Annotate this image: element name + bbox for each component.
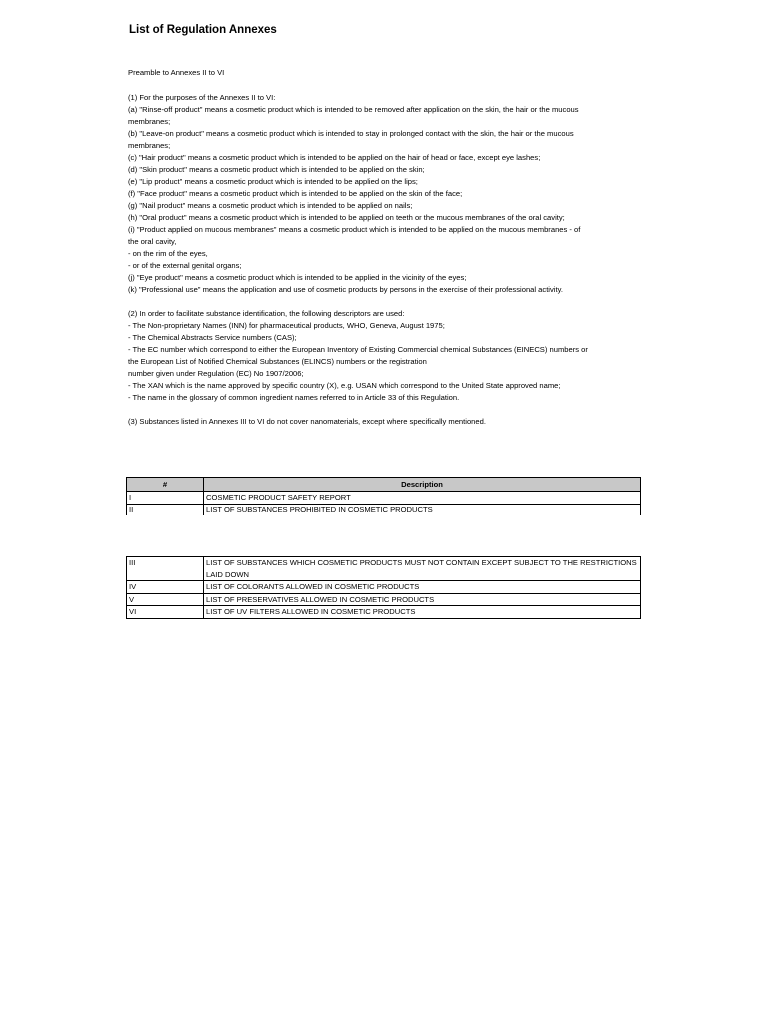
annex-number-cell: VI xyxy=(127,606,204,619)
text-line: (3) Substances listed in Annexes III to VI do not cover nanomaterials, except where specifically mentioned. xyxy=(128,417,486,426)
annex-number-cell: V xyxy=(127,593,204,606)
text-line: - The EC number which correspond to either the European Inventory of Existing Commercial chemical Substances (EINECS) numbers or xyxy=(128,345,588,354)
annex-description-cell: LIST OF SUBSTANCES PROHIBITED IN COSMETIC PRODUCTS xyxy=(204,504,641,515)
preamble-body xyxy=(128,92,638,428)
table-row xyxy=(127,581,641,594)
annex-number-cell: III xyxy=(127,557,204,581)
text-line: (k) "Professional use" means the application and use of cosmetic products by persons in the exercise of their professional activity. xyxy=(128,285,563,294)
page-title: List of Regulation Annexes xyxy=(129,24,277,36)
text-line: - The Chemical Abstracts Service numbers (CAS); xyxy=(128,333,297,342)
text-line: - or of the external genital organs; xyxy=(128,261,242,270)
table-row xyxy=(127,557,641,581)
column-header-number: # xyxy=(127,478,204,492)
text-line: (g) "Nail product" means a cosmetic product which is intended to be applied on nails; xyxy=(128,201,413,210)
text-line: (c) "Hair product" means a cosmetic product which is intended to be applied on the hair of head or face, except eye lashes; xyxy=(128,153,541,162)
text-line: (2) In order to facilitate substance identification, the following descriptors are used: xyxy=(128,309,405,318)
text-line: membranes; xyxy=(128,117,171,126)
table-header-row xyxy=(127,478,641,492)
annex-description-cell: LIST OF UV FILTERS ALLOWED IN COSMETIC PRODUCTS xyxy=(204,606,641,619)
annex-table-part-1 xyxy=(126,477,641,515)
table-row xyxy=(127,606,641,619)
text-line: (1) For the purposes of the Annexes II to VI: xyxy=(128,93,276,102)
text-line: the oral cavity, xyxy=(128,237,177,246)
annex-description-cell: LIST OF COLORANTS ALLOWED IN COSMETIC PRODUCTS xyxy=(204,581,641,594)
annex-number-cell: II xyxy=(127,504,204,515)
annex-table-part-2 xyxy=(126,556,641,619)
paragraph-gap xyxy=(128,404,638,416)
text-line: the European List of Notified Chemical Substances (ELINCS) numbers or the registration xyxy=(128,357,427,366)
table-row xyxy=(127,593,641,606)
text-line: (i) "Product applied on mucous membranes" means a cosmetic product which is intended to be applied on the mucous membranes - of xyxy=(128,225,581,234)
text-line: (d) "Skin product" means a cosmetic product which is intended to be applied on the skin; xyxy=(128,165,425,174)
text-line: (j) "Eye product" means a cosmetic product which is intended to be applied in the vicinity of the eyes; xyxy=(128,273,467,282)
annex-description-cell: LIST OF PRESERVATIVES ALLOWED IN COSMETIC PRODUCTS xyxy=(204,593,641,606)
text-line: (h) "Oral product" means a cosmetic product which is intended to be applied on teeth or the mucous membranes of the oral cavity; xyxy=(128,213,565,222)
table-row xyxy=(127,492,641,505)
text-line: - The name in the glossary of common ingredient names referred to in Article 33 of this Regulation. xyxy=(128,393,460,402)
text-line: (f) "Face product" means a cosmetic product which is intended to be applied on the skin of the face; xyxy=(128,189,463,198)
column-header-description: Description xyxy=(204,478,641,492)
annex-number-cell: I xyxy=(127,492,204,505)
text-line: number given under Regulation (EC) No 1907/2006; xyxy=(128,369,304,378)
paragraph-gap xyxy=(128,296,638,308)
text-line: (b) "Leave-on product" means a cosmetic product which is intended to stay in prolonged contact with the skin, the hair or the mucous xyxy=(128,129,574,138)
annex-description-cell: COSMETIC PRODUCT SAFETY REPORT xyxy=(204,492,641,505)
text-line: - on the rim of the eyes, xyxy=(128,249,208,258)
text-line: membranes; xyxy=(128,141,171,150)
text-line: - The XAN which is the name approved by specific country (X), e.g. USAN which correspond to the United State approved name; xyxy=(128,381,561,390)
annex-description-cell: LIST OF SUBSTANCES WHICH COSMETIC PRODUCTS MUST NOT CONTAIN EXCEPT SUBJECT TO THE RESTRICTIONS LAID DOWN xyxy=(204,557,641,581)
preamble-heading: Preamble to Annexes II to VI xyxy=(128,68,225,77)
annex-number-cell: IV xyxy=(127,581,204,594)
text-line: - The Non-proprietary Names (INN) for pharmaceutical products, WHO, Geneva, August 1975; xyxy=(128,321,445,330)
table-row xyxy=(127,504,641,515)
text-line: (a) "Rinse-off product" means a cosmetic product which is intended to be removed after application on the skin, the hair or the mucous xyxy=(128,105,579,114)
text-line: (e) "Lip product" means a cosmetic product which is intended to be applied on the lips; xyxy=(128,177,418,186)
